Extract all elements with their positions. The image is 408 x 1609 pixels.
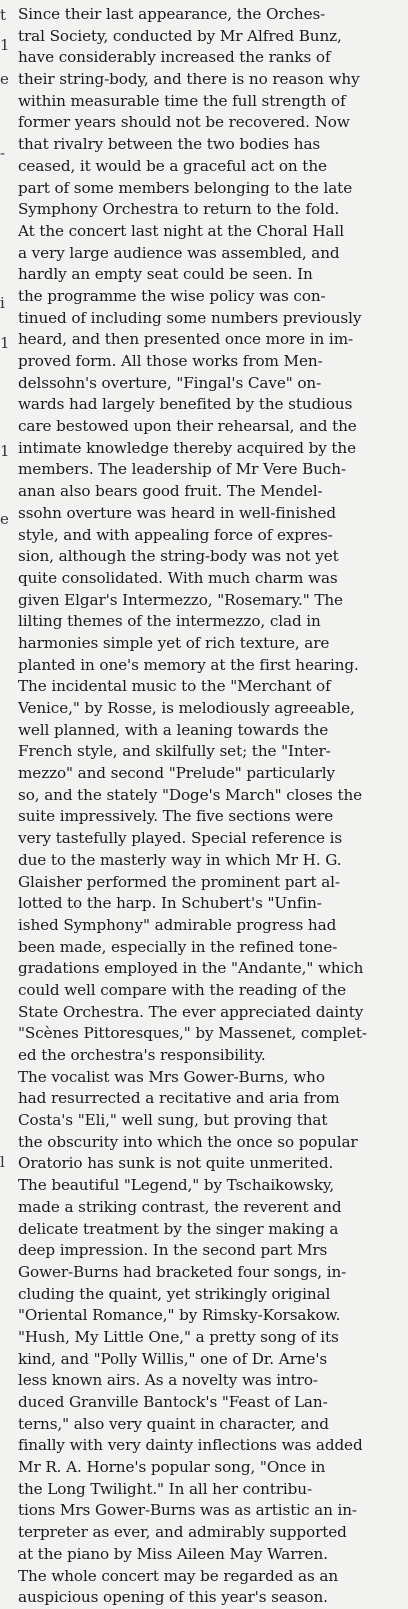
text-line: tral Society, conducted by Mr Alfred Bunz, bbox=[18, 26, 342, 45]
text-line: Venice," by Rosse, is melodiously agreeable, bbox=[18, 699, 355, 717]
text-line: terns," also very quaint in character, and bbox=[18, 1414, 329, 1433]
text-line: style, and with appealing force of expres- bbox=[18, 525, 333, 544]
text-line: could well compare with the reading of the bbox=[18, 980, 347, 999]
gutter-mark: - bbox=[0, 144, 6, 162]
text-line: well planned, with a leaning towards the bbox=[18, 720, 329, 739]
text-line: tinued of including some numbers previously bbox=[18, 308, 362, 327]
text-line: intimate knowledge thereby acquired by the bbox=[18, 438, 356, 457]
text-line: sion, although the string-body was not yet bbox=[18, 547, 339, 566]
text-line: former years should not be recovered. Now bbox=[18, 113, 350, 132]
article-body bbox=[18, 4, 403, 1609]
text-line: The incidental music to the "Merchant of bbox=[18, 677, 331, 696]
text-line: The whole concert may be regarded as an bbox=[18, 1566, 338, 1585]
text-line: given Elgar's Intermezzo, "Rosemary." The bbox=[18, 590, 343, 609]
text-line: heard, and then presented once more in im- bbox=[18, 330, 354, 349]
gutter-mark: i bbox=[0, 294, 5, 312]
text-line: planted in one's memory at the first hearing. bbox=[18, 655, 359, 674]
text-line: suite impressively. The five sections were bbox=[18, 807, 334, 826]
text-line: Symphony Orchestra to return to the fold. bbox=[18, 200, 340, 219]
text-line: Mr R. A. Horne's popular song, "Once in bbox=[18, 1458, 326, 1477]
gutter-mark: 1 bbox=[0, 442, 10, 460]
text-line: kind, and "Polly Willis," one of Dr. Arne's bbox=[18, 1349, 328, 1368]
text-line: care bestowed upon their rehearsal, and the bbox=[18, 417, 357, 436]
text-line: due to the masterly way in which Mr H. G. bbox=[18, 850, 342, 869]
text-line: duced Granville Bantock's "Feast of Lan- bbox=[18, 1393, 328, 1411]
text-line: At the concert last night at the Choral Hall bbox=[18, 221, 345, 240]
gutter-mark: 1 bbox=[0, 334, 10, 352]
text-line: "Scènes Pittoresques," by Massenet, complet- bbox=[18, 1024, 367, 1043]
text-line: been made, especially in the refined tone- bbox=[18, 937, 338, 956]
text-line: tions Mrs Gower-Burns was as artistic an in- bbox=[18, 1501, 357, 1520]
text-line: State Orchestra. The ever appreciated dainty bbox=[18, 1002, 364, 1021]
text-line: wards had largely benefited by the studious bbox=[18, 395, 353, 414]
article-paragraph bbox=[18, 4, 403, 1067]
gutter-mark: e bbox=[0, 510, 9, 528]
left-gutter-margin bbox=[0, 0, 14, 1270]
text-line: harmonies simple yet of rich texture, are bbox=[18, 633, 330, 652]
text-line: "Oriental Romance," by Rimsky-Korsakow. bbox=[18, 1306, 341, 1325]
text-line: at the piano by Miss Aileen May Warren. bbox=[18, 1544, 328, 1563]
text-line: had resurrected a recitative and aria from bbox=[18, 1089, 340, 1108]
text-line: ceased, it would be a graceful act on the bbox=[18, 156, 327, 175]
text-line: their string-body, and there is no reason why bbox=[18, 70, 360, 89]
text-line: less known airs. As a novelty was intro- bbox=[18, 1371, 318, 1390]
text-line: that rivalry between the two bodies has bbox=[18, 135, 321, 154]
text-line: made a striking contrast, the reverent and bbox=[18, 1197, 342, 1216]
text-line: very tastefully played. Special reference is bbox=[18, 829, 343, 848]
text-line: proved form. All those works from Men- bbox=[18, 352, 323, 370]
text-line: The vocalist was Mrs Gower-Burns, who bbox=[18, 1067, 325, 1086]
text-line: terpreter as ever, and admirably supported bbox=[18, 1523, 347, 1542]
text-line: Glaisher performed the prominent part al- bbox=[18, 872, 340, 891]
text-line: have considerably increased the ranks of bbox=[18, 48, 331, 67]
gutter-mark: e bbox=[0, 70, 9, 88]
text-line: the Long Twilight." In all her contribu- bbox=[18, 1479, 313, 1498]
text-line: finally with very dainty inflections was added bbox=[18, 1436, 363, 1455]
text-line: Gower-Burns had bracketed four songs, in- bbox=[18, 1262, 347, 1281]
text-line: delssohn's overture, "Fingal's Cave" on- bbox=[18, 373, 322, 392]
gutter-mark: t bbox=[0, 6, 7, 24]
text-line: within measurable time the full strength of bbox=[18, 91, 346, 110]
text-line: anan also bears good fruit. The Mendel- bbox=[18, 482, 323, 501]
text-line: the programme the wise policy was con- bbox=[18, 286, 326, 305]
text-line: the obscurity into which the once so popular bbox=[18, 1132, 358, 1151]
text-line: Oratorio has sunk is not quite unmerited. bbox=[18, 1154, 334, 1173]
text-line: so, and the stately "Doge's March" closes the bbox=[18, 785, 363, 804]
text-line: ed the orchestra's responsibility. bbox=[18, 1046, 266, 1064]
text-line: quite consolidated. With much charm was bbox=[18, 568, 338, 587]
text-line: ished Symphony" admirable progress had bbox=[18, 915, 337, 934]
text-line: auspicious opening of this year's season. bbox=[18, 1588, 328, 1607]
text-line: lilting themes of the intermezzo, clad in bbox=[18, 612, 321, 631]
text-line: part of some members belonging to the late bbox=[18, 178, 353, 197]
text-line: members. The leadership of Mr Vere Buch- bbox=[18, 460, 347, 479]
text-line: "Hush, My Little One," a pretty song of its bbox=[18, 1327, 339, 1346]
text-line: hardly an empty seat could be seen. In bbox=[18, 265, 313, 284]
text-line: cluding the quaint, yet strikingly original bbox=[18, 1284, 331, 1303]
gutter-mark: 1 bbox=[0, 36, 10, 54]
text-line: The beautiful "Legend," by Tschaikowsky, bbox=[18, 1176, 335, 1195]
text-line: Since their last appearance, the Orches- bbox=[18, 5, 326, 23]
text-line: Costa's "Eli," well sung, but proving that bbox=[18, 1111, 328, 1130]
text-line: lotted to the harp. In Schubert's "Unfin- bbox=[18, 894, 322, 913]
text-line: gradations employed in the "Andante," which bbox=[18, 959, 364, 978]
gutter-mark: l bbox=[0, 1153, 5, 1171]
text-line: French style, and skilfully set; the "Inter- bbox=[18, 742, 331, 761]
text-line: ssohn overture was heard in well-finished bbox=[18, 503, 336, 522]
text-line: deep impression. In the second part Mrs bbox=[18, 1241, 328, 1260]
text-line: mezzo" and second "Prelude" particularly bbox=[18, 764, 336, 783]
text-line: a very large audience was assembled, and bbox=[18, 243, 340, 262]
article-paragraph bbox=[18, 1067, 403, 1609]
text-line: delicate treatment by the singer making a bbox=[18, 1219, 339, 1238]
